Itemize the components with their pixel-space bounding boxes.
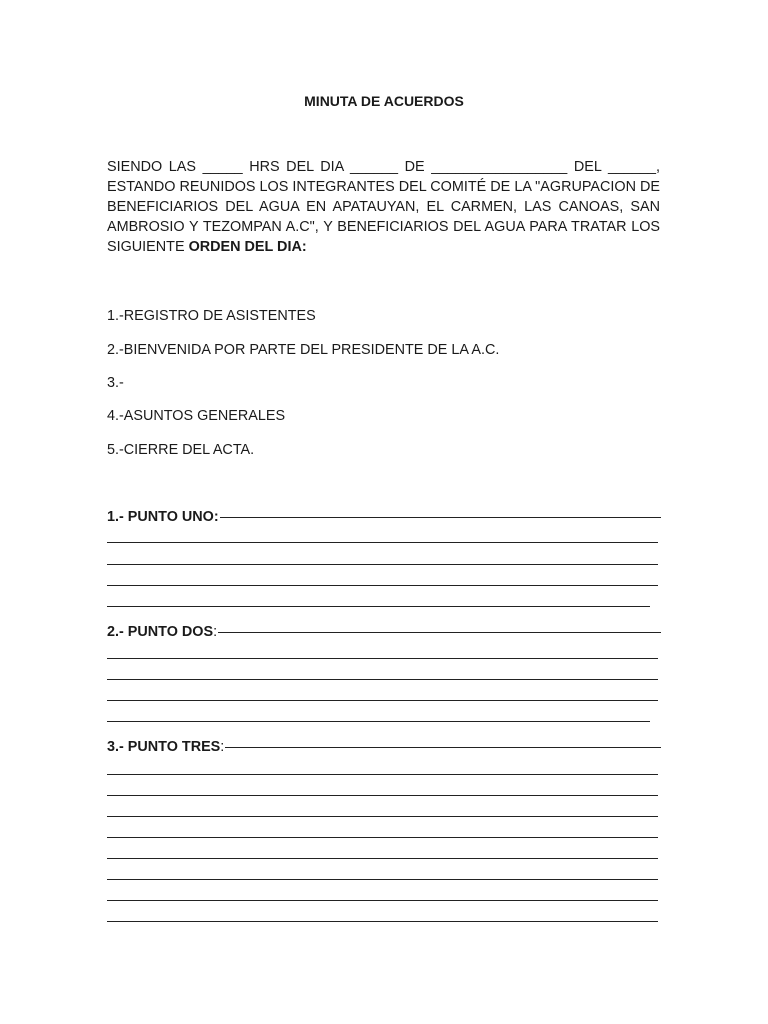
- agenda-item-1: 1.-REGISTRO DE ASISTENTES: [107, 308, 316, 324]
- blank-line: [107, 900, 658, 901]
- blank-line: [107, 542, 658, 543]
- agenda-item-3: 3.-: [107, 375, 124, 391]
- section-label: 2.- PUNTO DOS: [107, 624, 214, 640]
- blank-line: [220, 517, 661, 518]
- intro-paragraph: [107, 157, 660, 257]
- intro-text: SIENDO LAS _____ HRS DEL DIA ______ DE _________________ DEL ______, ESTANDO REUNIDOS LOS INTEGRANTES DEL COMITÉ DE LA "AGRUPACION DE BENEFICIARIOS DEL AGUA EN APATAUYAN, EL CARMEN, LAS CANOAS, SAN AMBROSIO Y TEZOMPAN A.C", Y BENEFICIARIOS DEL AGUA PARA TRATAR LOS SIGUIENTE: [107, 159, 660, 255]
- blank-line: [107, 658, 658, 659]
- blank-line: [107, 816, 658, 817]
- blank-line: [218, 632, 661, 633]
- blank-line: [107, 774, 658, 775]
- blank-line: [107, 721, 650, 722]
- blank-line: [107, 921, 658, 922]
- section-punto-tres: 3.- PUNTO TRES :: [107, 737, 661, 757]
- blank-line: [107, 795, 658, 796]
- blank-line: [107, 679, 658, 680]
- section-punto-uno: [107, 507, 661, 527]
- agenda-item-4: 4.-ASUNTOS GENERALES: [107, 408, 286, 424]
- section-punto-dos: 2.- PUNTO DOS :: [107, 622, 661, 642]
- blank-line: [225, 747, 661, 748]
- blank-line: [107, 700, 658, 701]
- blank-line: [107, 837, 658, 838]
- section-label: 1.- PUNTO UNO:: [107, 509, 219, 525]
- section-label: 3.- PUNTO TRES: [107, 739, 221, 755]
- blank-line: [107, 858, 658, 859]
- document-title: MINUTA DE ACUERDOS: [304, 93, 464, 109]
- blank-line: [107, 585, 658, 586]
- blank-line: [107, 879, 658, 880]
- agenda-item-2: 2.-BIENVENIDA POR PARTE DEL PRESIDENTE DE LA A.C.: [107, 342, 500, 358]
- intro-bold-text: ORDEN DEL DIA:: [188, 239, 307, 255]
- agenda-item-5: 5.-CIERRE DEL ACTA.: [107, 442, 255, 458]
- blank-line: [107, 606, 650, 607]
- blank-line: [107, 564, 658, 565]
